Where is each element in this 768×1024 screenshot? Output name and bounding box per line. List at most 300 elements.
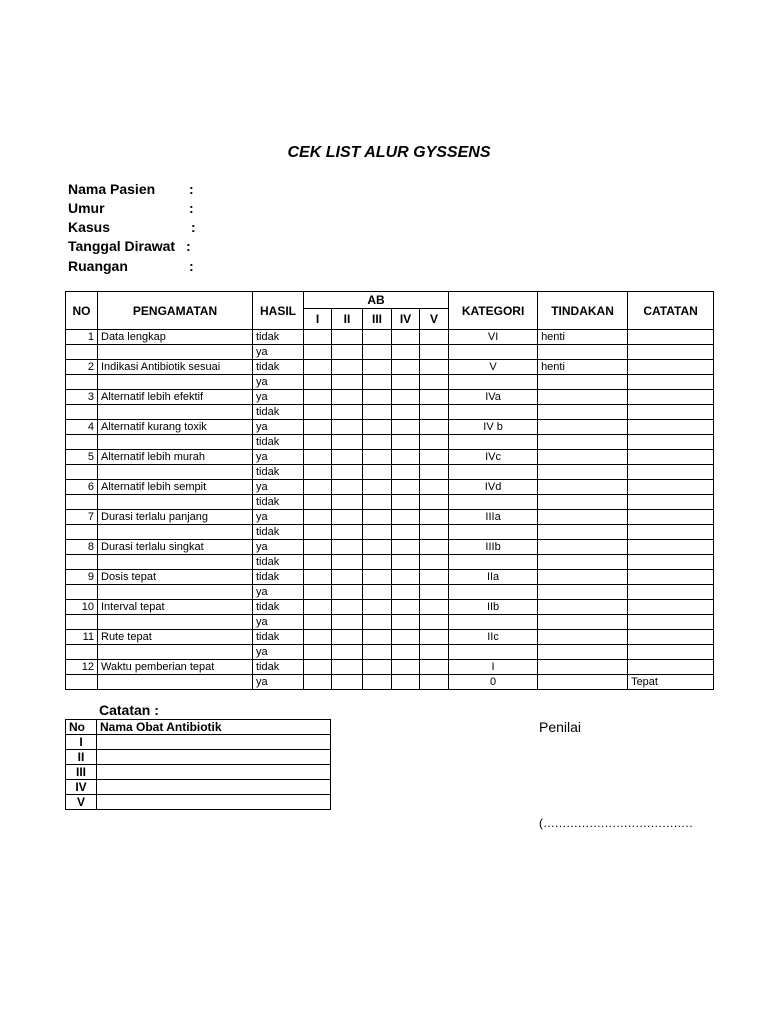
cell-ab-iv bbox=[392, 615, 420, 630]
cell-kategori: IVc bbox=[449, 450, 538, 465]
cell-ab-i bbox=[304, 570, 332, 585]
cell-ab-iii bbox=[363, 555, 392, 570]
cell-ab-v bbox=[420, 480, 449, 495]
cell-drug-name bbox=[97, 735, 331, 750]
document-title: CEK LIST ALUR GYSSENS bbox=[287, 144, 491, 161]
cell-catatan bbox=[628, 465, 714, 480]
cell-kategori: IVd bbox=[449, 480, 538, 495]
cell-tindakan bbox=[538, 375, 628, 390]
cell-hasil: tidak bbox=[253, 360, 304, 375]
cell-ab-i bbox=[304, 675, 332, 690]
cell-catatan bbox=[628, 480, 714, 495]
cell-pengamatan bbox=[98, 465, 253, 480]
cell-hasil: ya bbox=[253, 375, 304, 390]
cell-ab-v bbox=[420, 450, 449, 465]
cell-no: 10 bbox=[66, 600, 98, 615]
cell-ab-i bbox=[304, 540, 332, 555]
cell-pengamatan: Indikasi Antibiotik sesuai bbox=[98, 360, 253, 375]
cell-ab-iii bbox=[363, 360, 392, 375]
cell-hasil: tidak bbox=[253, 555, 304, 570]
cell-hasil: ya bbox=[253, 645, 304, 660]
header-ab-col: III bbox=[363, 309, 392, 330]
cell-tindakan bbox=[538, 630, 628, 645]
cell-kategori: IIa bbox=[449, 570, 538, 585]
header-ab-col: II bbox=[332, 309, 363, 330]
antibiotic-body bbox=[66, 735, 331, 810]
cell-ab-ii bbox=[332, 390, 363, 405]
antibiotic-table bbox=[65, 719, 331, 810]
cell-ab-iii bbox=[363, 585, 392, 600]
cell-kategori bbox=[449, 555, 538, 570]
table-row bbox=[66, 390, 714, 405]
cell-kategori bbox=[449, 495, 538, 510]
cell-ab-iii bbox=[363, 510, 392, 525]
cell-no: 1 bbox=[66, 330, 98, 345]
cell-ab-iii bbox=[363, 675, 392, 690]
cell-ab-ii bbox=[332, 450, 363, 465]
cell-pengamatan: Rute tepat bbox=[98, 630, 253, 645]
cell-no: I bbox=[66, 735, 97, 750]
cell-tindakan bbox=[538, 570, 628, 585]
gyssens-checklist-table bbox=[65, 291, 714, 690]
cell-ab-i bbox=[304, 360, 332, 375]
table-row bbox=[66, 375, 714, 390]
cell-kategori: IV b bbox=[449, 420, 538, 435]
cell-catatan bbox=[628, 510, 714, 525]
cell-ab-ii bbox=[332, 330, 363, 345]
cell-hasil: ya bbox=[253, 675, 304, 690]
cell-ab-v bbox=[420, 465, 449, 480]
cell-kategori: IIIa bbox=[449, 510, 538, 525]
cell-ab-iv bbox=[392, 450, 420, 465]
cell-ab-i bbox=[304, 600, 332, 615]
cell-pengamatan bbox=[98, 585, 253, 600]
cell-ab-iii bbox=[363, 330, 392, 345]
table-row bbox=[66, 450, 714, 465]
cell-ab-ii bbox=[332, 420, 363, 435]
cell-kategori bbox=[449, 615, 538, 630]
cell-catatan bbox=[628, 375, 714, 390]
cell-ab-i bbox=[304, 435, 332, 450]
cell-ab-v bbox=[420, 570, 449, 585]
cell-ab-iii bbox=[363, 660, 392, 675]
cell-tindakan bbox=[538, 675, 628, 690]
table-row bbox=[66, 360, 714, 375]
cell-catatan bbox=[628, 435, 714, 450]
cell-ab-iv bbox=[392, 525, 420, 540]
cell-ab-v bbox=[420, 585, 449, 600]
cell-pengamatan: Data lengkap bbox=[98, 330, 253, 345]
cell-ab-iii bbox=[363, 390, 392, 405]
cell-no: IV bbox=[66, 780, 97, 795]
cell-drug-name bbox=[97, 750, 331, 765]
cell-ab-iii bbox=[363, 525, 392, 540]
cell-hasil: ya bbox=[253, 540, 304, 555]
cell-ab-iv bbox=[392, 675, 420, 690]
cell-tindakan bbox=[538, 615, 628, 630]
cell-ab-ii bbox=[332, 555, 363, 570]
cell-hasil: ya bbox=[253, 450, 304, 465]
cell-hasil: tidak bbox=[253, 525, 304, 540]
header-catatan: CATATAN bbox=[628, 292, 714, 330]
cell-catatan bbox=[628, 390, 714, 405]
cell-hasil: tidak bbox=[253, 660, 304, 675]
cell-hasil: tidak bbox=[253, 495, 304, 510]
cell-pengamatan bbox=[98, 645, 253, 660]
table-row bbox=[66, 525, 714, 540]
cell-ab-iv bbox=[392, 435, 420, 450]
cell-pengamatan bbox=[98, 405, 253, 420]
cell-pengamatan bbox=[98, 345, 253, 360]
cell-ab-iv bbox=[392, 645, 420, 660]
cell-ab-iv bbox=[392, 480, 420, 495]
cell-catatan bbox=[628, 345, 714, 360]
info-colon: : bbox=[191, 219, 196, 235]
cell-tindakan bbox=[538, 585, 628, 600]
table-row bbox=[66, 765, 331, 780]
cell-ab-iv bbox=[392, 495, 420, 510]
info-colon: : bbox=[189, 200, 194, 216]
cell-hasil: tidak bbox=[253, 330, 304, 345]
cell-ab-i bbox=[304, 525, 332, 540]
table-row bbox=[66, 675, 714, 690]
cell-ab-ii bbox=[332, 345, 363, 360]
cell-pengamatan bbox=[98, 675, 253, 690]
cell-ab-ii bbox=[332, 675, 363, 690]
cell-hasil: ya bbox=[253, 420, 304, 435]
header-tindakan: TINDAKAN bbox=[538, 292, 628, 330]
cell-catatan bbox=[628, 525, 714, 540]
cell-no bbox=[66, 645, 98, 660]
cell-drug-name bbox=[97, 765, 331, 780]
cell-hasil: ya bbox=[253, 615, 304, 630]
cell-kategori: IIc bbox=[449, 630, 538, 645]
cell-catatan: Tepat bbox=[628, 675, 714, 690]
cell-tindakan bbox=[538, 345, 628, 360]
cell-tindakan: henti bbox=[538, 360, 628, 375]
cell-hasil: tidak bbox=[253, 600, 304, 615]
cell-ab-iv bbox=[392, 405, 420, 420]
cell-tindakan bbox=[538, 555, 628, 570]
cell-hasil: ya bbox=[253, 480, 304, 495]
cell-no: 11 bbox=[66, 630, 98, 645]
cell-no: V bbox=[66, 795, 97, 810]
cell-ab-i bbox=[304, 420, 332, 435]
cell-drug-name bbox=[97, 780, 331, 795]
cell-kategori bbox=[449, 525, 538, 540]
cell-ab-iii bbox=[363, 630, 392, 645]
cell-ab-i bbox=[304, 630, 332, 645]
cell-ab-i bbox=[304, 465, 332, 480]
cell-ab-v bbox=[420, 420, 449, 435]
cell-pengamatan: Interval tepat bbox=[98, 600, 253, 615]
cell-kategori: I bbox=[449, 660, 538, 675]
cell-ab-ii bbox=[332, 435, 363, 450]
cell-ab-ii bbox=[332, 540, 363, 555]
cell-ab-v bbox=[420, 360, 449, 375]
header-pengamatan: PENGAMATAN bbox=[98, 292, 253, 330]
cell-pengamatan bbox=[98, 555, 253, 570]
cell-no: 5 bbox=[66, 450, 98, 465]
cell-ab-v bbox=[420, 495, 449, 510]
table-row bbox=[66, 615, 714, 630]
table-row bbox=[66, 795, 331, 810]
cell-catatan bbox=[628, 420, 714, 435]
cell-kategori: IIb bbox=[449, 600, 538, 615]
table-row bbox=[66, 555, 714, 570]
cell-no: III bbox=[66, 765, 97, 780]
cell-catatan bbox=[628, 555, 714, 570]
cell-ab-iv bbox=[392, 390, 420, 405]
cell-ab-iv bbox=[392, 555, 420, 570]
cell-ab-iii bbox=[363, 540, 392, 555]
cell-ab-i bbox=[304, 390, 332, 405]
cell-kategori bbox=[449, 465, 538, 480]
header-ab-col: I bbox=[304, 309, 332, 330]
cell-ab-v bbox=[420, 330, 449, 345]
cell-ab-i bbox=[304, 375, 332, 390]
table-row bbox=[66, 435, 714, 450]
table-row bbox=[66, 420, 714, 435]
header-no: NO bbox=[66, 292, 98, 330]
cell-catatan bbox=[628, 615, 714, 630]
cell-ab-i bbox=[304, 405, 332, 420]
cell-ab-v bbox=[420, 600, 449, 615]
cell-no: 12 bbox=[66, 660, 98, 675]
table-row bbox=[66, 630, 714, 645]
cell-hasil: ya bbox=[253, 510, 304, 525]
cell-catatan bbox=[628, 570, 714, 585]
header-ab: AB bbox=[304, 292, 449, 309]
table-row bbox=[66, 660, 714, 675]
header-ab-col: IV bbox=[392, 309, 420, 330]
cell-ab-i bbox=[304, 450, 332, 465]
cell-kategori bbox=[449, 345, 538, 360]
cell-hasil: tidak bbox=[253, 435, 304, 450]
cell-ab-iv bbox=[392, 360, 420, 375]
cell-tindakan bbox=[538, 405, 628, 420]
cell-ab-iii bbox=[363, 645, 392, 660]
cell-catatan bbox=[628, 330, 714, 345]
cell-ab-i bbox=[304, 495, 332, 510]
cell-ab-iv bbox=[392, 585, 420, 600]
cell-catatan bbox=[628, 495, 714, 510]
cell-no: 8 bbox=[66, 540, 98, 555]
cell-ab-ii bbox=[332, 615, 363, 630]
cell-ab-i bbox=[304, 330, 332, 345]
cell-ab-i bbox=[304, 555, 332, 570]
cell-ab-iv bbox=[392, 630, 420, 645]
cell-pengamatan bbox=[98, 375, 253, 390]
cell-no bbox=[66, 585, 98, 600]
cell-ab-iv bbox=[392, 510, 420, 525]
cell-no: II bbox=[66, 750, 97, 765]
cell-tindakan: henti bbox=[538, 330, 628, 345]
cell-tindakan bbox=[538, 435, 628, 450]
cell-pengamatan: Durasi terlalu panjang bbox=[98, 510, 253, 525]
cell-ab-iii bbox=[363, 435, 392, 450]
cell-no: 4 bbox=[66, 420, 98, 435]
header-no: No bbox=[66, 720, 97, 735]
assessor-label: Penilai bbox=[539, 719, 582, 735]
cell-no bbox=[66, 465, 98, 480]
cell-tindakan bbox=[538, 645, 628, 660]
cell-ab-ii bbox=[332, 510, 363, 525]
cell-kategori: VI bbox=[449, 330, 538, 345]
cell-ab-ii bbox=[332, 480, 363, 495]
header-kategori: KATEGORI bbox=[449, 292, 538, 330]
cell-ab-iii bbox=[363, 480, 392, 495]
cell-ab-i bbox=[304, 645, 332, 660]
cell-ab-iv bbox=[392, 570, 420, 585]
cell-ab-v bbox=[420, 375, 449, 390]
cell-no bbox=[66, 495, 98, 510]
cell-kategori: IVa bbox=[449, 390, 538, 405]
info-colon: : bbox=[186, 238, 191, 254]
cell-ab-ii bbox=[332, 645, 363, 660]
cell-hasil: ya bbox=[253, 390, 304, 405]
cell-catatan bbox=[628, 450, 714, 465]
cell-catatan bbox=[628, 630, 714, 645]
info-label: Kasus bbox=[68, 219, 111, 235]
cell-catatan bbox=[628, 600, 714, 615]
cell-ab-ii bbox=[332, 375, 363, 390]
info-label: Tanggal Dirawat bbox=[68, 238, 176, 254]
cell-ab-iv bbox=[392, 540, 420, 555]
cell-pengamatan bbox=[98, 495, 253, 510]
cell-ab-v bbox=[420, 660, 449, 675]
cell-kategori bbox=[449, 375, 538, 390]
cell-ab-i bbox=[304, 480, 332, 495]
cell-kategori bbox=[449, 405, 538, 420]
cell-ab-i bbox=[304, 345, 332, 360]
cell-tindakan bbox=[538, 495, 628, 510]
cell-pengamatan bbox=[98, 435, 253, 450]
table-row bbox=[66, 780, 331, 795]
cell-pengamatan bbox=[98, 525, 253, 540]
checklist-body bbox=[66, 330, 714, 690]
cell-ab-v bbox=[420, 525, 449, 540]
cell-ab-iii bbox=[363, 420, 392, 435]
cell-ab-v bbox=[420, 645, 449, 660]
cell-kategori: IIIb bbox=[449, 540, 538, 555]
cell-pengamatan: Alternatif kurang toxik bbox=[98, 420, 253, 435]
cell-pengamatan: Waktu pemberian tepat bbox=[98, 660, 253, 675]
cell-ab-iv bbox=[392, 420, 420, 435]
header-ab-col: V bbox=[420, 309, 449, 330]
cell-no bbox=[66, 555, 98, 570]
cell-hasil: ya bbox=[253, 585, 304, 600]
cell-kategori bbox=[449, 435, 538, 450]
cell-pengamatan: Durasi terlalu singkat bbox=[98, 540, 253, 555]
signature-line: (....................................... bbox=[539, 816, 694, 830]
cell-ab-v bbox=[420, 615, 449, 630]
cell-ab-v bbox=[420, 435, 449, 450]
table-row bbox=[66, 645, 714, 660]
header-hasil: HASIL bbox=[253, 292, 304, 330]
cell-no: 6 bbox=[66, 480, 98, 495]
cell-kategori bbox=[449, 645, 538, 660]
cell-ab-v bbox=[420, 345, 449, 360]
cell-hasil: tidak bbox=[253, 630, 304, 645]
cell-ab-v bbox=[420, 630, 449, 645]
cell-ab-iv bbox=[392, 465, 420, 480]
cell-kategori bbox=[449, 585, 538, 600]
cell-tindakan bbox=[538, 660, 628, 675]
cell-ab-iii bbox=[363, 375, 392, 390]
table-row bbox=[66, 405, 714, 420]
cell-pengamatan: Alternatif lebih efektif bbox=[98, 390, 253, 405]
table-row bbox=[66, 750, 331, 765]
cell-ab-ii bbox=[332, 495, 363, 510]
cell-no bbox=[66, 615, 98, 630]
cell-ab-i bbox=[304, 585, 332, 600]
cell-pengamatan bbox=[98, 615, 253, 630]
cell-hasil: tidak bbox=[253, 570, 304, 585]
cell-pengamatan: Dosis tepat bbox=[98, 570, 253, 585]
table-row bbox=[66, 540, 714, 555]
cell-ab-ii bbox=[332, 360, 363, 375]
info-label: Umur bbox=[68, 200, 105, 216]
cell-no bbox=[66, 345, 98, 360]
cell-tindakan bbox=[538, 420, 628, 435]
cell-ab-iv bbox=[392, 330, 420, 345]
cell-pengamatan: Alternatif lebih murah bbox=[98, 450, 253, 465]
table-row bbox=[66, 585, 714, 600]
cell-no bbox=[66, 675, 98, 690]
table-row bbox=[66, 465, 714, 480]
cell-ab-ii bbox=[332, 525, 363, 540]
cell-ab-v bbox=[420, 675, 449, 690]
cell-catatan bbox=[628, 585, 714, 600]
cell-tindakan bbox=[538, 525, 628, 540]
cell-ab-iv bbox=[392, 600, 420, 615]
cell-no bbox=[66, 405, 98, 420]
cell-ab-iii bbox=[363, 465, 392, 480]
cell-ab-ii bbox=[332, 405, 363, 420]
cell-pengamatan: Alternatif lebih sempit bbox=[98, 480, 253, 495]
cell-ab-ii bbox=[332, 630, 363, 645]
cell-tindakan bbox=[538, 540, 628, 555]
cell-ab-iv bbox=[392, 345, 420, 360]
table-row bbox=[66, 330, 714, 345]
cell-kategori: V bbox=[449, 360, 538, 375]
cell-ab-iii bbox=[363, 600, 392, 615]
cell-ab-i bbox=[304, 660, 332, 675]
cell-no: 3 bbox=[66, 390, 98, 405]
cell-ab-v bbox=[420, 555, 449, 570]
cell-tindakan bbox=[538, 480, 628, 495]
cell-ab-ii bbox=[332, 600, 363, 615]
info-label: Nama Pasien bbox=[68, 181, 156, 197]
table-row bbox=[66, 570, 714, 585]
cell-ab-ii bbox=[332, 465, 363, 480]
cell-no: 7 bbox=[66, 510, 98, 525]
cell-ab-i bbox=[304, 510, 332, 525]
cell-no: 9 bbox=[66, 570, 98, 585]
cell-no bbox=[66, 375, 98, 390]
cell-kategori: 0 bbox=[449, 675, 538, 690]
cell-ab-v bbox=[420, 405, 449, 420]
cell-tindakan bbox=[538, 390, 628, 405]
cell-hasil: ya bbox=[253, 345, 304, 360]
table-row bbox=[66, 495, 714, 510]
notes-label: Catatan : bbox=[99, 702, 159, 718]
cell-ab-ii bbox=[332, 570, 363, 585]
cell-ab-v bbox=[420, 390, 449, 405]
table-row bbox=[66, 510, 714, 525]
cell-catatan bbox=[628, 660, 714, 675]
